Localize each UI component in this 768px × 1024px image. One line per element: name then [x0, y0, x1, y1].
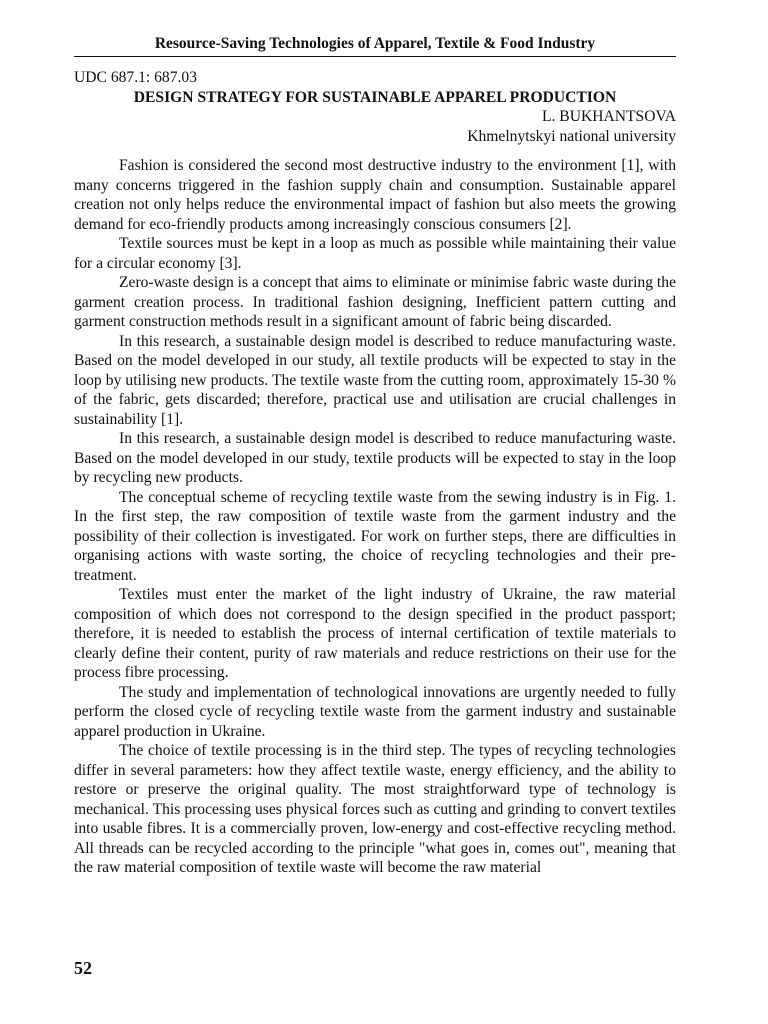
running-header: Resource-Saving Technologies of Apparel, Textile & Food Industry: [74, 34, 676, 57]
page-number: 52: [74, 958, 92, 978]
paragraph: Textile sources must be kept in a loop as much as possible while maintaining their value for a circular economy [3].: [74, 235, 676, 272]
article-body: [74, 68, 676, 878]
article-title: DESIGN STRATEGY FOR SUSTAINABLE APPAREL PRODUCTION: [133, 88, 617, 106]
author-affiliation: Khmelnytskyi national university: [467, 127, 676, 145]
udc-code: UDC 687.1: 687.03: [74, 69, 198, 86]
paragraph: Zero-waste design is a concept that aims to eliminate or minimise fabric waste during the garment creation process. In traditional fashion designing, Inefficient pattern cutting and garment construction methods result in a significant amount of fabric being discarded.: [74, 274, 676, 330]
paragraph: The conceptual scheme of recycling textile waste from the sewing industry is in Fig. 1. In the first step, the raw composition of textile waste from the garment industry and the possibility of their collection is investigated. For work on further steps, there are difficulties in organising actions with waste sorting, the choice of recycling technologies and their pre-treatment.: [74, 488, 676, 584]
paragraph: Textiles must enter the market of the light industry of Ukraine, the raw material composition of which does not correspond to the design specified in the product passport; therefore, it is needed to establish the process of internal certification of textile materials to clearly define their content, purity of raw materials and reduce restrictions on their use for the process fibre processing.: [74, 586, 676, 681]
paragraph: The choice of textile processing is in the third step. The types of recycling technologies differ in several parameters: how they affect textile waste, energy efficiency, and the ability to restore or preserve the original quality. The most straightforward type of technology is mechanical. This processing uses physical forces such as cutting and grinding to convert textiles into usable fibres. It is a commercially proven, low-energy and cost-effective recycling method. All threads can be recycled according to the principle "what goes in, comes out", meaning that the raw material composition of textile waste will become the raw material: [74, 742, 676, 876]
paragraph: In this research, a sustainable design model is described to reduce manufacturing waste. Based on the model developed in our study, all textile products will be expected to stay in the loop by utilising new products. The textile waste from the cutting room, approximately 15-30 % of the fabric, gets discarded; therefore, practical use and utilisation are crucial challenges in sustainability [1].: [74, 332, 676, 428]
paragraph: Fashion is considered the second most destructive industry to the environment [1], with many concerns triggered in the fashion supply chain and consumption. Sustainable apparel creation not only helps reduce the environmental impact of fashion but also meets the growing demand for eco-friendly products among increasingly conscious consumers [2].: [74, 157, 676, 233]
paragraph: The study and implementation of technological innovations are urgently needed to fully perform the closed cycle of recycling textile waste from the garment industry and sustainable apparel production in Ukraine.: [74, 683, 676, 740]
paragraph: In this research, a sustainable design model is described to reduce manufacturing waste. Based on the model developed in our study, textile products will be expected to stay in the loop by recycling new products.: [74, 430, 676, 486]
author-name: L. BUKHANTSOVA: [541, 108, 676, 125]
